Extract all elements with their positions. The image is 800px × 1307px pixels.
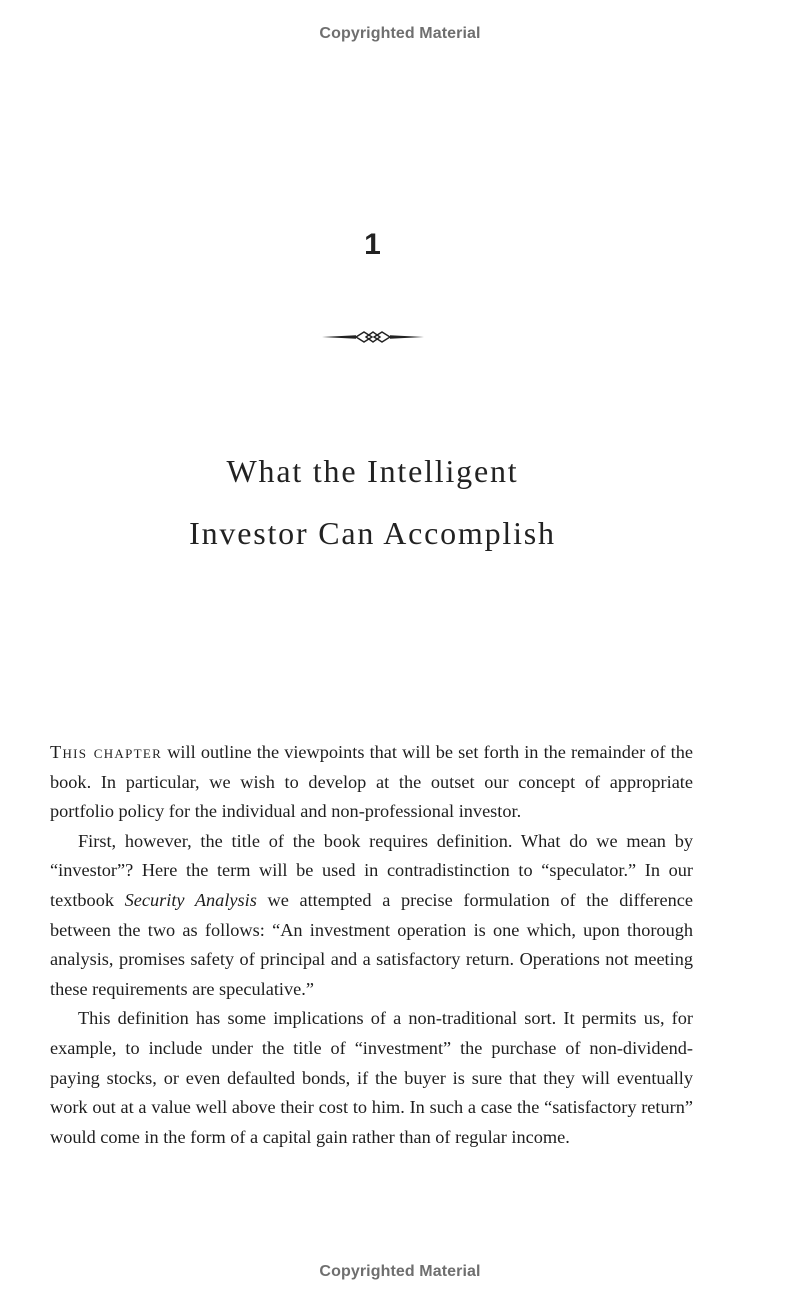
paragraph-2-text-after: we attempted a precise formulation of the difference between the two as follows: “An investment operation is one which, upon thorough analysis, promises safety of principal and a satisfactory return. Operations not meeting these requirements are speculative.” (50, 889, 693, 999)
book-title-security-analysis: Security Analysis (124, 889, 257, 910)
paragraph-1-text: will outline the viewpoints that will be set forth in the remainder of the book. In particular, we wish to develop at the outset our concept of appropriate portfolio policy for the individual and non-professional investor. (50, 742, 693, 822)
paragraph-3: This definition has some implications of a non-traditional sort. It permits us, for example, to include under the title of “investment” the purchase of non-dividend-paying stocks, or even defaulted bonds, if the buyer is sure that they will eventually work out at a value well above their cost to him. In such a case the “satisfactory return” would come in the form of a capital gain rather than of regular income. (50, 1008, 693, 1147)
paragraph-2-text-before: First, however, the title of the book requires definition. What do we mean by “investor”? Here the term will be used in contradistinction to “speculator.” In our textbook (50, 830, 693, 910)
copyright-watermark-bottom: Copyrighted Material (319, 1263, 481, 1280)
chapter-number: 1 (364, 228, 381, 261)
chapter-title-line-2: Investor Can Accomplish (189, 515, 556, 551)
paragraph-1-lead: This chapter (50, 742, 163, 762)
copyright-watermark-top: Copyrighted Material (319, 25, 481, 42)
paragraph-2 (50, 827, 693, 1005)
chapter-title-line-1: What the Intelligent (226, 453, 519, 489)
chapter-body (50, 738, 693, 1152)
chapter-title (0, 440, 745, 564)
decorative-flourish-icon (322, 329, 424, 345)
paragraph-1 (50, 738, 693, 827)
